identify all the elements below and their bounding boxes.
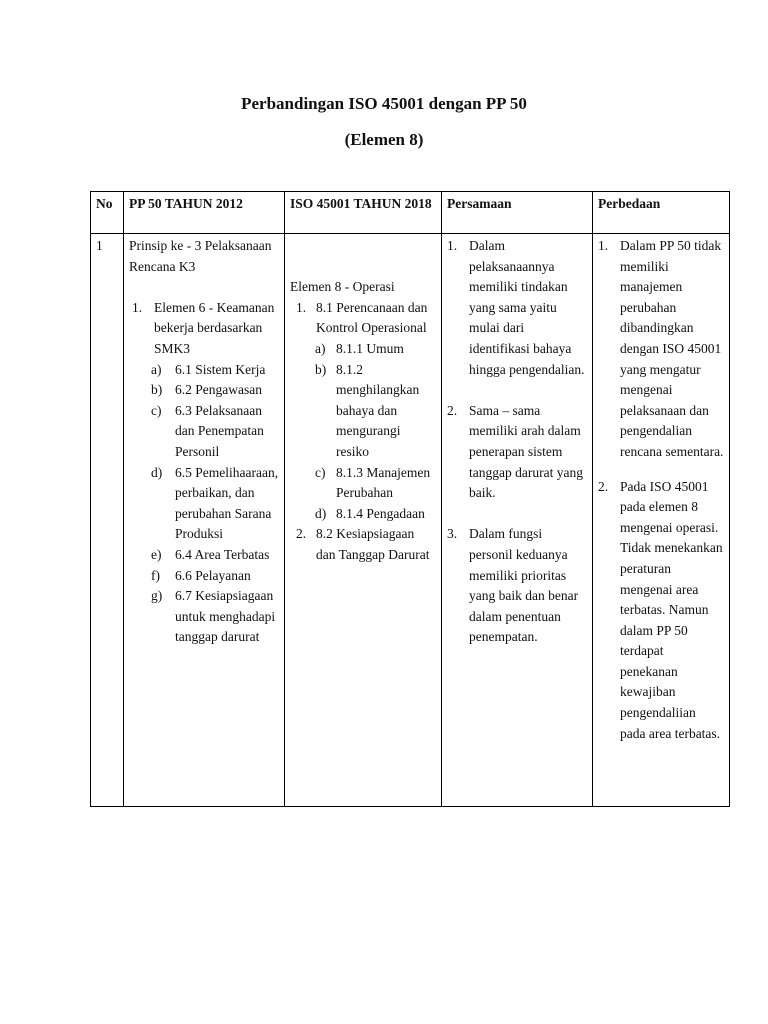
list-item-text: 6.7 Kesiapsiagaan untuk menghadapi tanggap darurat (175, 588, 276, 645)
list-marker: d) (315, 505, 327, 521)
list-item-text: Dalam pelaksanaannya memiliki tindakan yang sama yaitu mulai dari identifikasi bahaya hingga pengendalian. (469, 238, 585, 377)
list-item-text: 8.1.4 Pengadaan (336, 505, 425, 521)
iso-item-2 (290, 524, 436, 565)
document-subtitle: (Elemen 8) (344, 130, 424, 149)
list-item (129, 586, 279, 648)
cell-iso (285, 234, 442, 807)
pp50-item-1 (129, 298, 279, 360)
document-title: Perbandingan ISO 45001 dengan PP 50 (241, 94, 527, 113)
table-header-row (91, 192, 730, 234)
list-marker: g) (151, 588, 163, 604)
list-marker: d) (151, 464, 163, 480)
header-no: No (91, 192, 124, 234)
list-item-text: 6.1 Sistem Kerja (175, 361, 266, 377)
list-item-text: 6.2 Pengawasan (175, 382, 262, 398)
list-marker: b) (151, 382, 163, 398)
list-item-text: Sama – sama memiliki arah dalam penerapan sistem tanggap darurat yang baik. (469, 402, 583, 501)
list-item (447, 524, 587, 648)
list-item (129, 380, 279, 401)
list-item (129, 566, 279, 587)
list-item (129, 360, 279, 381)
list-item-text: 8.1.1 Umum (336, 340, 404, 356)
list-number: 3. (447, 526, 458, 542)
list-item-text: 6.4 Area Terbatas (175, 546, 270, 562)
list-item-text: 6.5 Pemelihaaraan, perbaikan, dan perubahan Sarana Produksi (175, 464, 279, 542)
cell-perbedaan (593, 234, 730, 807)
list-marker: e) (151, 546, 162, 562)
list-number: 1. (598, 238, 609, 253)
list-number: 2. (296, 526, 307, 542)
list-item (290, 504, 436, 525)
list-item-text: Pada ISO 45001 pada elemen 8 mengenai operasi. Tidak menekankan peraturan mengenai area terbatas. Namun dalam PP 50 terdapat penekanan kewajiban pengendaliian pada area terbatas. (620, 478, 723, 741)
list-item (447, 401, 587, 504)
list-item (290, 339, 436, 360)
cell-no: 1 (91, 234, 124, 807)
list-item-text: 8.1.2 menghilangkan bahaya dan mengurangi resiko (336, 361, 420, 459)
list-item-text: 8.1.3 Manajemen Perubahan (336, 464, 431, 501)
list-marker: a) (315, 340, 326, 356)
list-item (129, 401, 279, 463)
table-row (91, 234, 730, 807)
list-marker: c) (315, 464, 326, 480)
list-item (290, 463, 436, 504)
list-marker: b) (315, 361, 327, 377)
cell-pp50 (124, 234, 285, 807)
list-item-text: Dalam fungsi personil keduanya memiliki prioritas yang baik dan benar dalam penentuan penempatan. (469, 526, 579, 645)
list-item-text: 8.2 Kesiapsiagaan dan Tanggap Darurat (316, 526, 430, 562)
list-item-text: Elemen 6 - Keamanan bekerja berdasarkan SMK3 (154, 299, 275, 356)
iso-item-1 (290, 298, 436, 339)
comparison-table (90, 191, 730, 807)
list-number: 2. (598, 478, 609, 494)
list-item (598, 236, 724, 463)
header-iso: ISO 45001 TAHUN 2018 (285, 192, 442, 234)
list-item (129, 463, 279, 545)
list-item-text: 8.1 Perencanaan dan Kontrol Operasional (316, 299, 428, 336)
list-item-text: Dalam PP 50 tidak memiliki manajemen perubahan dibandingkan dengan ISO 45001 yang mengatur mengenai pelaksanaan dan pengendalian rencana sementara. (620, 238, 724, 459)
header-perbedaan: Perbedaan (593, 192, 730, 234)
list-number: 2. (447, 402, 458, 418)
iso-intro: Elemen 8 - Operasi (290, 279, 395, 295)
list-marker: c) (151, 402, 162, 418)
list-item-text: 6.6 Pelayanan (175, 567, 251, 583)
list-marker: f) (151, 567, 160, 583)
list-marker: a) (151, 361, 162, 377)
list-number: 1. (447, 238, 458, 253)
cell-persamaan (442, 234, 593, 807)
list-item (598, 477, 724, 745)
list-item (129, 545, 279, 566)
pp50-intro: Prinsip ke - 3 Pelaksanaan Rencana K3 (129, 238, 272, 274)
header-pp50: PP 50 TAHUN 2012 (124, 192, 285, 234)
list-item (290, 360, 436, 463)
list-item-text: 6.3 Pelaksanaan dan Penempatan Personil (175, 402, 264, 459)
header-persamaan: Persamaan (442, 192, 593, 234)
list-number: 1. (132, 299, 143, 315)
list-number: 1. (296, 299, 307, 315)
list-item (447, 236, 587, 380)
